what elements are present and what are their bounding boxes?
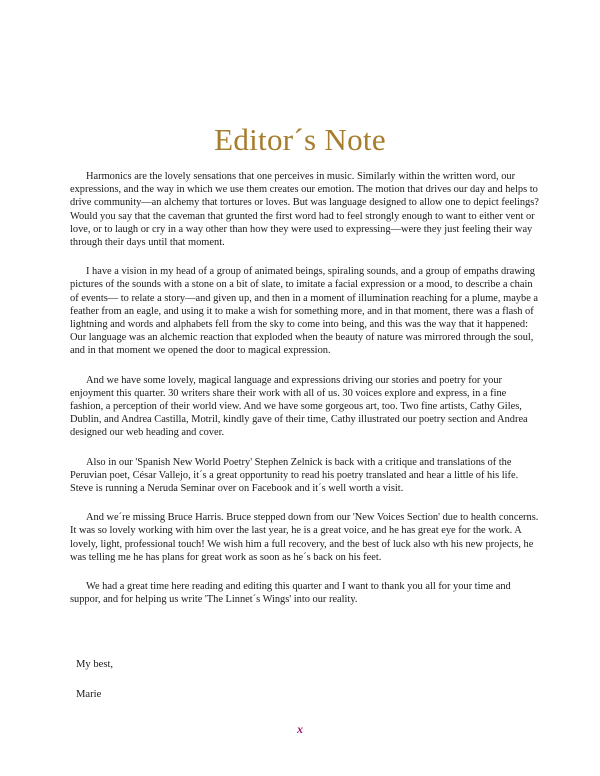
signature-name: Marie (76, 689, 102, 700)
paragraph-magical-language: And we have some lovely, magical language and expressions driving our stories and poetry for your enjoyment this quarter. 30 writers share their work with all of us. 30 voices explore and express, in a fine fashion, a perception of their world view. And we have some gorgeous art, too. Two fine artists, Cathy Giles, Dublin, and Andrea Castilla, Motril, kindly gave of their time, Cathy illustrated our poetry section and Andrea designed our web heading and cover. (70, 374, 528, 439)
page-number: x (297, 722, 303, 736)
note-body (70, 170, 540, 619)
paragraph-harmonics: Harmonics are the lovely sensations that one perceives in music. Similarly within the written word, our expressions, and the way in which we use them creates our emotion. The motion that drives our day and helps to drive community—an alchemy that tortures or loves. But was language designed to allow one to depict feelings? Would you say that the caveman that grunted the first word had to feel strongly enough to want to either vent or love, or to laugh or cry in a way other than how they were used to expressing—were they just feeling their way through their days until that moment. (70, 171, 539, 249)
paragraph-spanish-poetry: Also in our 'Spanish New World Poetry' Stephen Zelnick is back with a critique and translations of the Peruvian poet, César Vallejo, it´s a great opportunity to read his poetry translated and hear a little of his life. Steve is running a Neruda Seminar over on Facebook and it´s well worth a visit. (70, 456, 519, 495)
paragraph-vision: I have a vision in my head of a group of animated beings, spiraling sounds, and a group of empaths drawing pictures of the sounds with a stone on a bit of slate, to imitate a facial expression or a mood, to describe a chain of events— to relate a story—and given up, and then in a moment of illumination reaching for a plume, maybe a feather from an eagle, and using it to make a wish for something more, and in that moment, there was a flash of lightning and words and alphabets fell from the sky to come into being, and this was the way that it happened: Our language was an alchemic reaction that exploded when the beauty of nature was mirrored through the soul, and in that moment we opened the door to magical expression. (70, 266, 539, 357)
paragraph-bruce-harris: And we´re missing Bruce Harris. Bruce stepped down from our 'New Voices Section' due to health concerns. It was so lovely working with him over the last year, he is a great voice, and he has great eye for the work. A lovely, light, professional touch! We wish him a full recovery, and the best of luck also wth his new projects, he was telling me he has plans for great work as soon as he´s back on his feet. (70, 512, 539, 563)
page-title: Editor´s Note (214, 122, 386, 157)
paragraph-thanks: We had a great time here reading and editing this quarter and I want to thank you all for your time and suppor, and for helping us write 'The Linnet´s Wings' into our reality. (70, 581, 511, 606)
closing-line: My best, (76, 659, 114, 670)
